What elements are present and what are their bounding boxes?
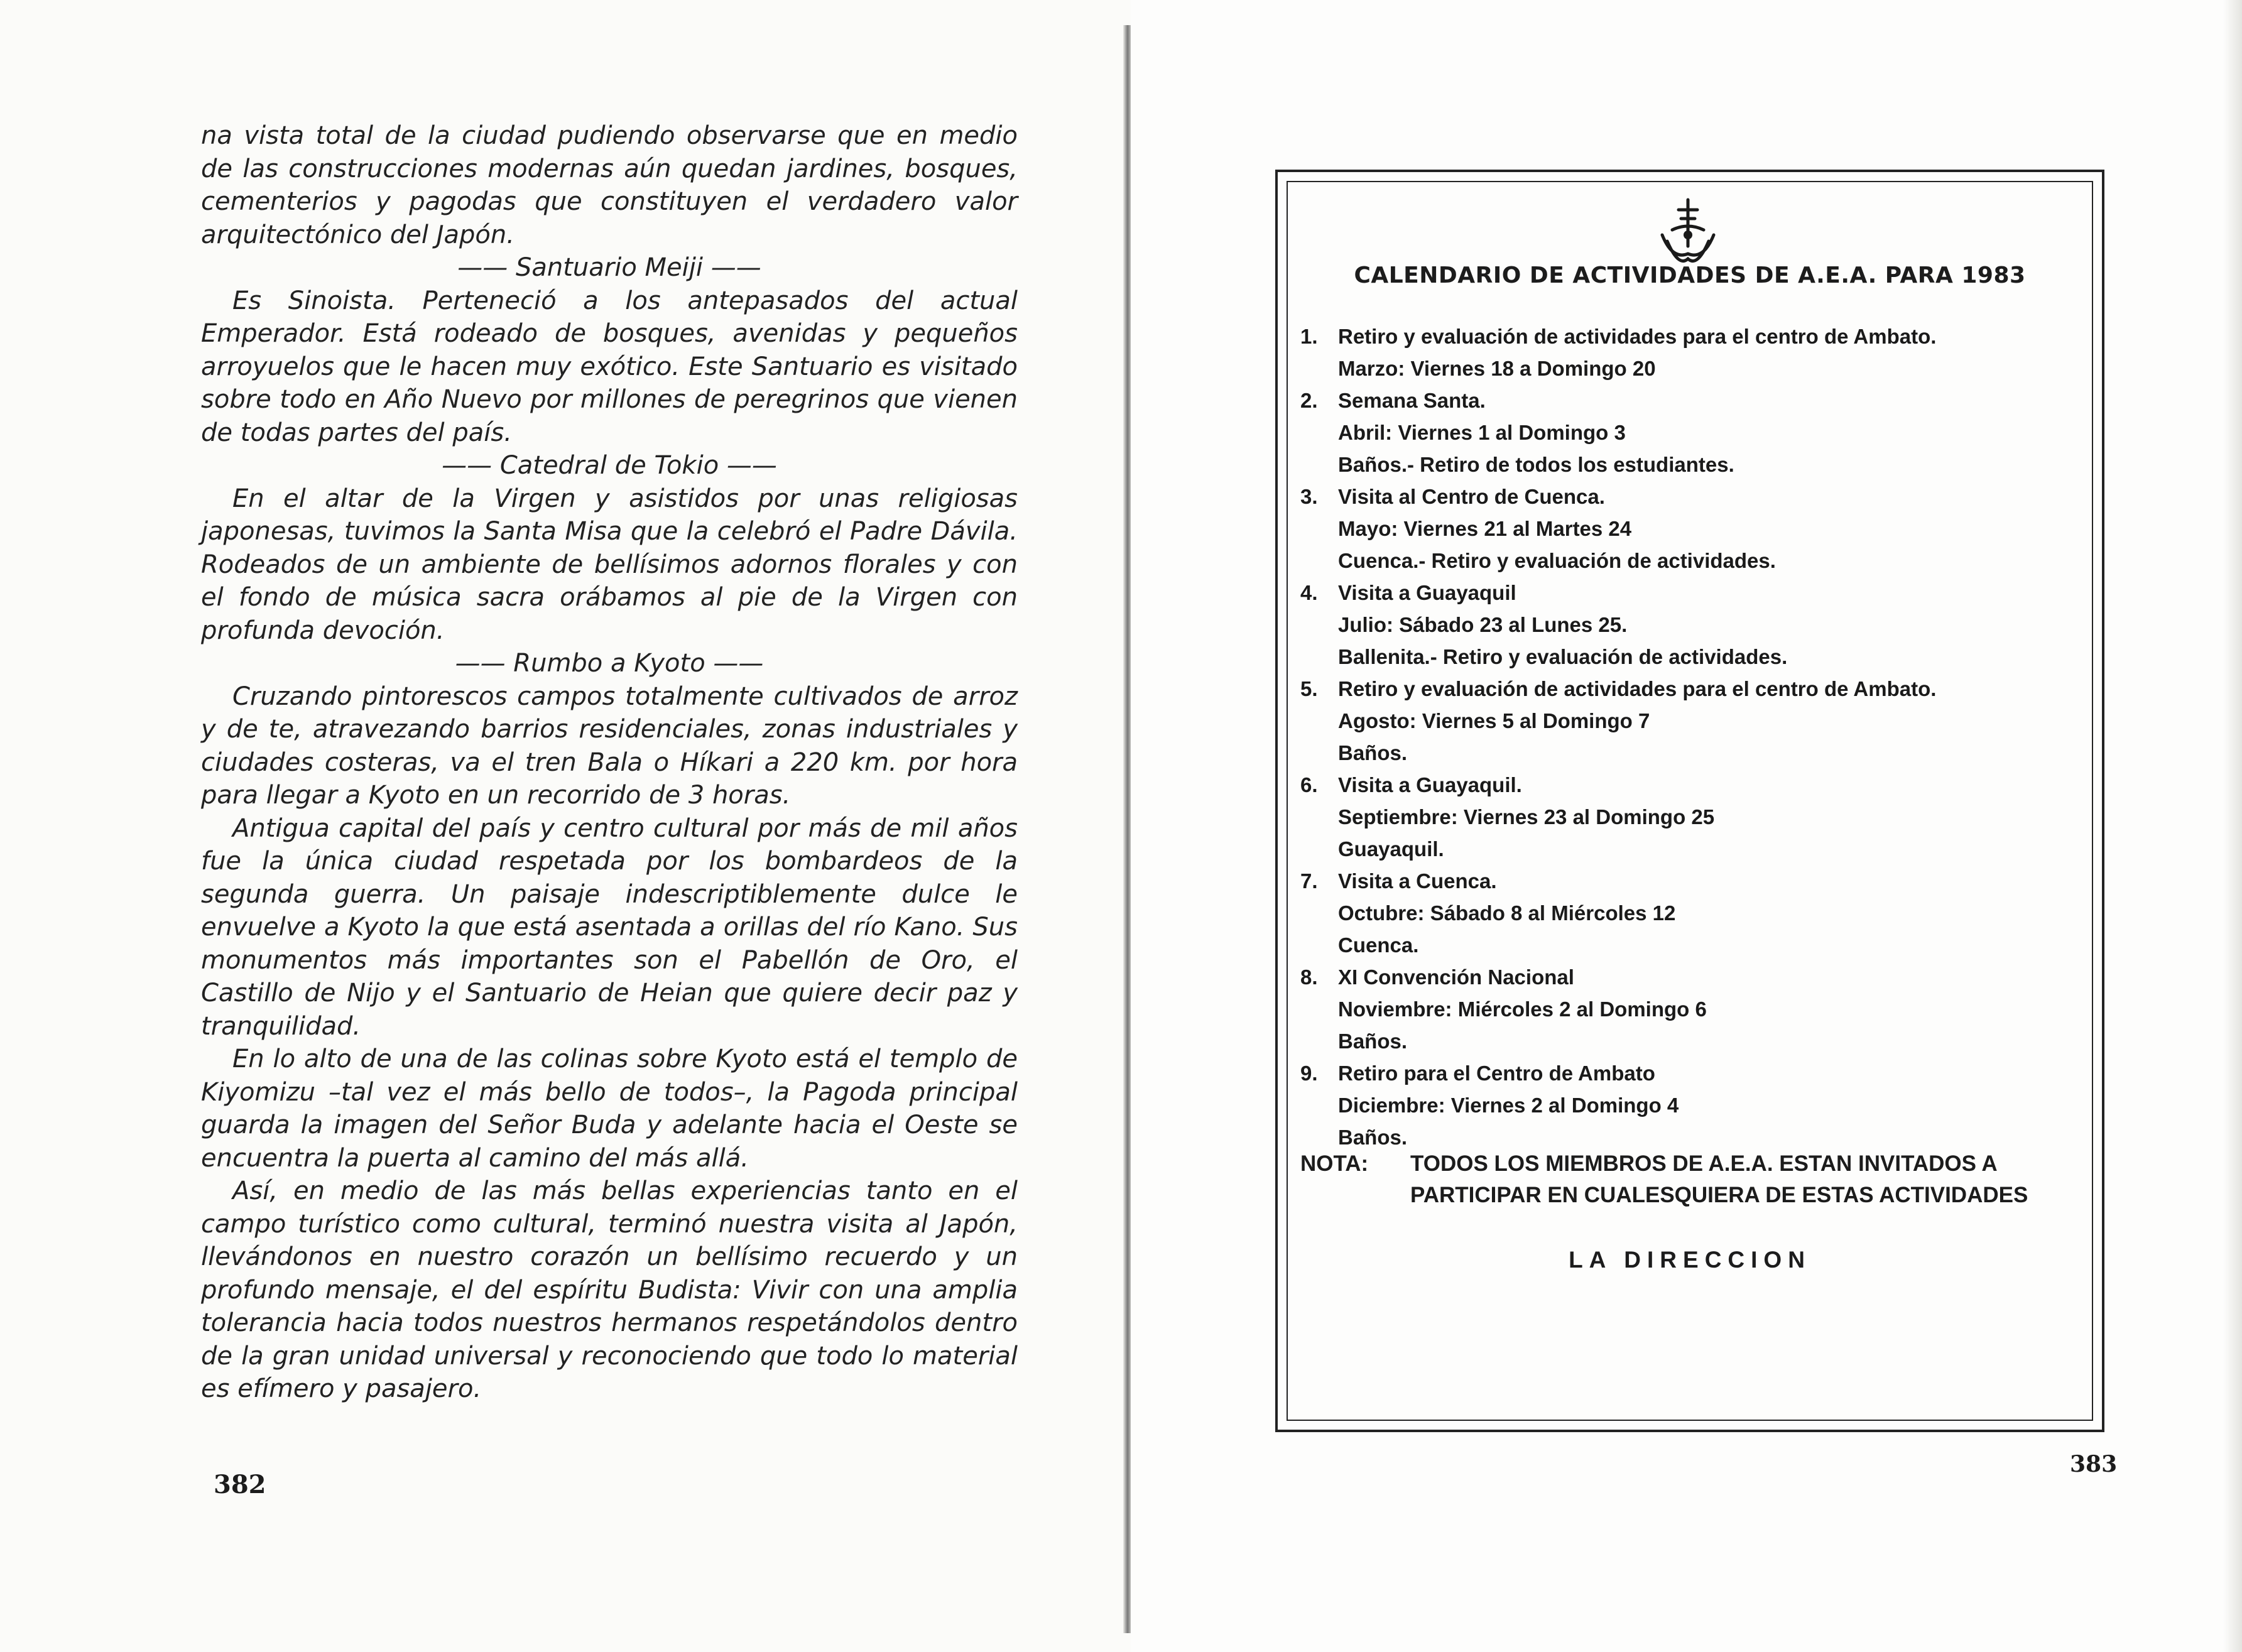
activity-line: Visita a Cuenca.: [1338, 869, 1497, 893]
activity-line: Agosto: Viernes 5 al Domingo 7: [1338, 709, 1650, 732]
activity-line: Guayaquil.: [1338, 837, 1444, 861]
activity-number: 1.: [1300, 325, 1318, 348]
paragraph: En el altar de la Virgen y asistidos por unas religiosas japonesas, tuvimos la Santa Misa que la celebró el Padre Dávila. Rodeados de un ambiente de bellísimos adornos florales y con el fondo de música sacra orábamos al pie de la Virgen con profunda devoción.: [201, 484, 1018, 645]
activity-item: [1300, 1057, 2092, 1153]
left-page-text: [201, 119, 1018, 1406]
activity-line: Retiro para el Centro de Ambato: [1338, 1062, 1655, 1085]
paragraph: Así, en medio de las más bellas experiencias tanto en el campo turístico como cultural, terminó nuestra visita al Japón, llevándonos en nuestro corazón un bellísimo recuerdo y un profundo mensaje, el del espíritu Budista: Vivir con una amplia tolerancia hacia todos nuestros hermanos respetándolos dentro de la gran unidad universal y reconociendo que todo lo material es efímero y pasajero.: [201, 1177, 1018, 1403]
activity-item: [1300, 865, 2092, 961]
activity-number: 7.: [1300, 869, 1318, 893]
activity-number: 3.: [1300, 485, 1318, 508]
activity-line: Baños.- Retiro de todos los estudiantes.: [1338, 453, 1734, 476]
paragraph: na vista total de la ciudad pudiendo observarse que en medio de las construcciones modernas aún quedan jardines, bosques, cementerios y pagodas que constituyen el verdadero valor arquitectónico del Japón.: [201, 121, 1018, 249]
section-heading: —— Rumbo a Kyoto ——: [455, 649, 764, 678]
activity-line: Visita al Centro de Cuenca.: [1338, 485, 1605, 508]
paragraph: En lo alto de una de las colinas sobre Kyoto está el templo de Kiyomizu –tal vez el más bello de todos–, la Pagoda principal guarda la imagen del Señor Buda y adelante hacia el Oeste se encuentra la puerta al camino del más allá.: [201, 1045, 1018, 1173]
activity-line: Baños.: [1338, 1030, 1408, 1053]
activity-line: Baños.: [1338, 1126, 1408, 1149]
activity-number: 5.: [1300, 677, 1318, 700]
activity-line: Semana Santa.: [1338, 389, 1486, 412]
activity-number: 6.: [1300, 773, 1318, 796]
activity-line: Septiembre: Viernes 23 al Domingo 25: [1338, 805, 1715, 829]
activity-item: [1300, 384, 2092, 481]
activity-number: 2.: [1300, 389, 1318, 412]
activity-item: [1300, 673, 2092, 769]
cross-anchor-emblem-icon: [1653, 197, 1722, 273]
nota-label: NOTA:: [1300, 1151, 1369, 1176]
nota-text: TODOS LOS MIEMBROS DE A.E.A. ESTAN INVITADOS A PARTICIPAR EN CUALESQUIERA DE ESTAS ACTIVIDADES: [1410, 1151, 2028, 1207]
calendar-inner-frame: [1287, 181, 2093, 1421]
activity-line: Abril: Viernes 1 al Domingo 3: [1338, 421, 1626, 444]
activity-line: Julio: Sábado 23 al Lunes 25.: [1338, 613, 1628, 636]
activity-item: [1300, 769, 2092, 865]
section-heading: —— Santuario Meiji ——: [457, 253, 761, 282]
activity-line: Marzo: Viernes 18 a Domingo 20: [1338, 357, 1656, 380]
activity-line: Retiro y evaluación de actividades para el centro de Ambato.: [1338, 325, 1937, 348]
left-page-number: 382: [214, 1470, 266, 1499]
signature: LA DIRECCION: [1569, 1247, 1811, 1273]
page-edge-shadow: [2223, 0, 2242, 1652]
activity-line: Visita a Guayaquil.: [1338, 773, 1522, 796]
activity-item: [1300, 961, 2092, 1057]
activity-number: 9.: [1300, 1062, 1318, 1085]
activity-line: Baños.: [1338, 741, 1408, 764]
section-heading: —— Catedral de Tokio ——: [442, 451, 777, 480]
right-page-number: 383: [2070, 1451, 2118, 1477]
activity-item: [1300, 577, 2092, 673]
activity-line: Diciembre: Viernes 2 al Domingo 4: [1338, 1094, 1679, 1117]
paragraph: Es Sinoista. Perteneció a los antepasados del actual Emperador. Está rodeado de bosques, avenidas y pequeños arroyuelos que le hacen muy exótico. Este Santuario es visitado sobre todo en Año Nuevo por millones de peregrinos que vienen de todas partes del país.: [201, 286, 1018, 447]
nota-block: [1300, 1148, 2111, 1211]
activity-item: [1300, 320, 2092, 384]
calendar-title: CALENDARIO DE ACTIVIDADES DE A.E.A. PARA 1983: [1354, 263, 2026, 288]
activity-line: Octubre: Sábado 8 al Miércoles 12: [1338, 901, 1676, 925]
activity-line: XI Convención Nacional: [1338, 965, 1574, 989]
activity-line: Ballenita.- Retiro y evaluación de actividades.: [1338, 645, 1788, 668]
activity-line: Mayo: Viernes 21 al Martes 24: [1338, 517, 1632, 540]
paragraph: Cruzando pintorescos campos totalmente cultivados de arroz y de te, atravezando barrios residenciales, zonas industriales y ciudades costeras, va el tren Bala o Híkari a 220 km. por hora para llegar a Kyoto en un recorrido de 3 horas.: [201, 682, 1018, 810]
activity-line: Visita a Guayaquil: [1338, 581, 1516, 604]
activity-line: Cuenca.: [1338, 933, 1419, 957]
activity-line: Retiro y evaluación de actividades para el centro de Ambato.: [1338, 677, 1937, 700]
activity-line: Cuenca.- Retiro y evaluación de actividades.: [1338, 549, 1776, 572]
activity-number: 8.: [1300, 965, 1318, 989]
activity-list: [1300, 320, 2092, 1153]
activity-line: Noviembre: Miércoles 2 al Domingo 6: [1338, 997, 1707, 1021]
activity-number: 4.: [1300, 581, 1318, 604]
paragraph: Antigua capital del país y centro cultural por más de mil años fue la única ciudad respetada por los bombardeos de la segunda guerra. Un paisaje indescriptiblemente dulce le envuelve a Kyoto la que está asentada a orillas del río Kano. Sus monumentos más importantes son el Pabellón de Oro, el Castillo de Nijo y el Santuario de Heian que quiere decir paz y tranquilidad.: [201, 813, 1018, 1041]
activity-item: [1300, 481, 2092, 577]
calendar-frame: [1275, 170, 2104, 1432]
